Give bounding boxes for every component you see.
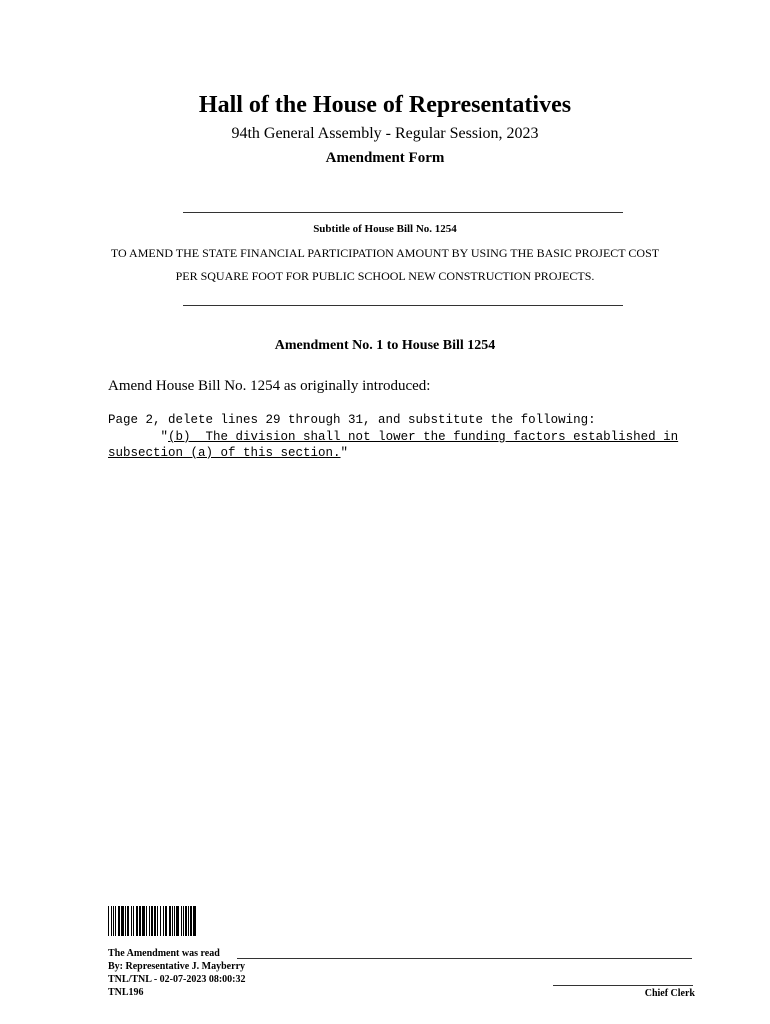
page-title: Hall of the House of Representatives bbox=[198, 92, 572, 118]
amendment-heading: Amendment No. 1 to House Bill 1254 bbox=[274, 338, 496, 353]
quote-open: " bbox=[160, 430, 169, 444]
subtitle-text-line1: TO AMEND THE STATE FINANCIAL PARTICIPATION AMOUNT BY USING THE BASIC PROJECT COST bbox=[110, 246, 660, 260]
session-line: 94th General Assembly - Regular Session, 2023 bbox=[231, 125, 539, 142]
subtitle-text-line2: PER SQUARE FOOT FOR PUBLIC SCHOOL NEW CONSTRUCTION PROJECTS. bbox=[175, 269, 595, 283]
chief-clerk-signature-line bbox=[553, 985, 693, 986]
document-id: TNL196 bbox=[108, 987, 144, 998]
inserted-text-1: (b) The division shall not lower the funding factors established in bbox=[168, 430, 679, 444]
timestamp-code: TNL/TNL - 02-07-2023 08:00:32 bbox=[108, 974, 246, 985]
amendment-instruction: Page 2, delete lines 29 through 31, and substitute the following: bbox=[108, 413, 596, 427]
amendment-intro: Amend House Bill No. 1254 as originally introduced: bbox=[108, 378, 431, 394]
inserted-text-line2 bbox=[108, 446, 348, 460]
divider-bottom bbox=[183, 305, 623, 306]
divider-top bbox=[183, 212, 623, 213]
quote-close: " bbox=[340, 446, 349, 460]
amendment-read-line bbox=[237, 958, 692, 959]
form-label: Amendment Form bbox=[325, 150, 445, 166]
inserted-text-line1 bbox=[108, 430, 678, 444]
chief-clerk-label: Chief Clerk bbox=[644, 988, 695, 999]
amendment-read-label: The Amendment was read bbox=[108, 948, 220, 959]
barcode-image bbox=[108, 906, 200, 936]
inserted-text-2: subsection (a) of this section. bbox=[108, 446, 341, 460]
sponsor-line: By: Representative J. Mayberry bbox=[108, 961, 246, 972]
subtitle-heading: Subtitle of House Bill No. 1254 bbox=[313, 223, 457, 235]
